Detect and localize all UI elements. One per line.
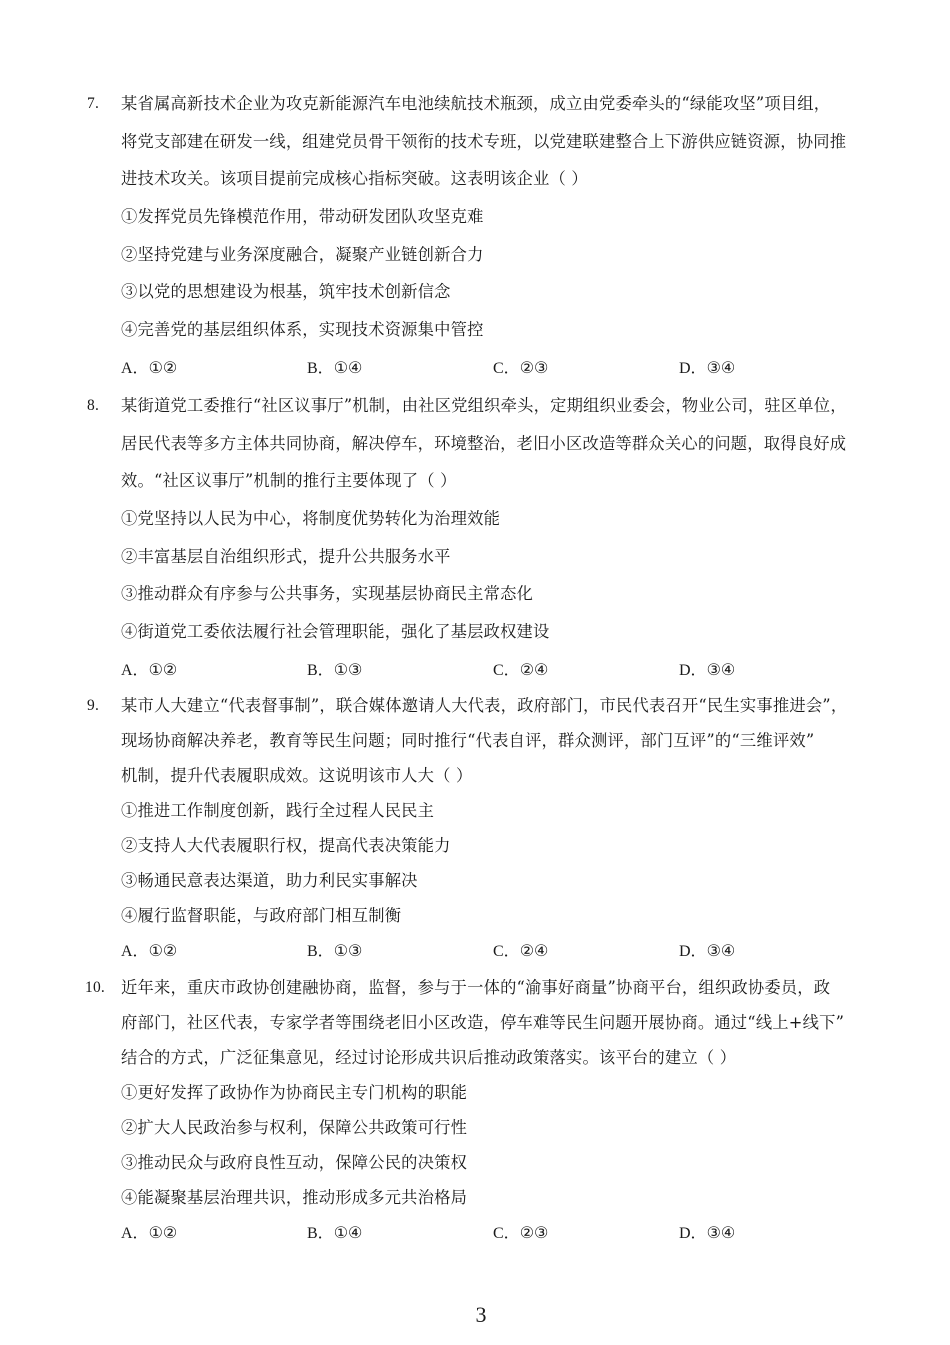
- option-a: [121, 349, 177, 388]
- question-number: 10.: [85, 979, 105, 996]
- statement-4: [87, 1180, 877, 1215]
- option-value: ②④: [519, 659, 549, 679]
- statement-text: ④履行监督职能，与政府部门相互制衡: [121, 906, 402, 925]
- question-stem-line: [87, 425, 877, 463]
- statement-2: [87, 828, 877, 863]
- option-letter: B．: [307, 359, 334, 377]
- option-c: [493, 933, 548, 969]
- stem-text: 结合的方式，广泛征集意见，经过讨论形成共识后推动政策落实。该平台的建立（ ）: [121, 1048, 737, 1067]
- statement-3: [87, 273, 877, 311]
- stem-text: 居民代表等多方主体共同协商，解决停车，环境整治，老旧小区改造等群众关心的问题，取得良好成: [121, 433, 847, 453]
- statement-text: ①党坚持以人民为中心，将制度优势转化为治理效能: [121, 509, 501, 529]
- option-value: ①③: [333, 659, 363, 679]
- option-a: [121, 651, 177, 690]
- statement-3: [87, 1145, 877, 1180]
- question-stem-line: [87, 462, 877, 500]
- option-value: ①②: [148, 1223, 178, 1242]
- question-10: [87, 970, 877, 1250]
- statement-4: [87, 311, 877, 349]
- statement-text: ③推动民众与政府良性互动，保障公民的决策权: [121, 1153, 468, 1172]
- option-value: ③④: [706, 659, 736, 679]
- option-c: [493, 651, 548, 690]
- question-stem-line: [87, 85, 877, 123]
- stem-text: 某市人大建立“代表督事制”，联合媒体邀请人大代表，政府部门，市民代表召开“民生实事推进会”，: [121, 696, 848, 715]
- question-number: 7.: [87, 95, 100, 112]
- statement-text: ②丰富基层自治组织形式，提升公共服务水平: [121, 546, 451, 566]
- option-value: ②③: [519, 1223, 549, 1242]
- stem-text: 某省属高新技术企业为攻克新能源汽车电池续航技术瓶颈，成立由党委牵头的“绿能攻坚”项目组，: [121, 94, 831, 113]
- option-value: ①④: [333, 1223, 363, 1242]
- statement-4: [87, 898, 877, 933]
- statement-text: ④能凝聚基层治理共识，推动形成多元共治格局: [121, 1188, 468, 1207]
- option-d: [679, 933, 735, 969]
- statement-text: ②扩大人民政治参与权利，保障公共政策可行性: [121, 1118, 468, 1137]
- statement-text: ②坚持党建与业务深度融合，凝聚产业链创新合力: [121, 244, 484, 264]
- statement-text: ③推动群众有序参与公共事务，实现基层协商民主常态化: [121, 584, 534, 604]
- option-letter: D．: [679, 359, 707, 377]
- option-value: ①③: [333, 941, 363, 960]
- option-letter: B．: [307, 661, 334, 679]
- option-value: ③④: [706, 357, 736, 377]
- stem-text: 进技术攻关。该项目提前完成核心指标突破。这表明该企业（ ）: [121, 169, 588, 189]
- option-letter: B．: [307, 943, 334, 960]
- question-9: [87, 688, 877, 968]
- question-stem-line: [87, 723, 877, 758]
- option-letter: C．: [493, 359, 520, 377]
- answer-options: [87, 651, 877, 689]
- option-a: [121, 933, 177, 969]
- question-stem-line: [87, 123, 877, 161]
- question-stem-line: [87, 758, 877, 793]
- option-d: [679, 1215, 735, 1251]
- question-stem-line: [87, 160, 877, 198]
- statement-2: [87, 236, 877, 274]
- statement-4: [87, 613, 877, 651]
- option-value: ③④: [706, 1223, 736, 1242]
- question-stem-line: [87, 1005, 877, 1040]
- statement-1: [87, 1075, 877, 1110]
- option-a: [121, 1215, 177, 1251]
- option-letter: B．: [307, 1225, 334, 1242]
- statement-text: ③畅通民意表达渠道，助力利民实事解决: [121, 871, 418, 890]
- option-value: ①④: [333, 357, 363, 377]
- stem-text: 将党支部建在研发一线，组建党员骨干领衔的技术专班，以党建联建整合上下游供应链资源，协同推: [121, 131, 847, 151]
- answer-options: [87, 933, 877, 968]
- option-value: ③④: [706, 941, 736, 960]
- question-stem-line: [87, 970, 877, 1005]
- option-letter: A．: [121, 359, 149, 377]
- stem-text: 机制，提升代表履职成效。这说明该市人大（ ）: [121, 766, 473, 785]
- question-stem-line: [87, 1040, 877, 1075]
- statement-3: [87, 575, 877, 613]
- stem-text: 某街道党工委推行“社区议事厅”机制，由社区党组织牵头，定期组织业委会，物业公司，驻区单位，: [121, 396, 847, 415]
- statement-text: ②支持人大代表履职行权，提高代表决策能力: [121, 836, 451, 855]
- question-stem-line: [87, 387, 877, 425]
- answer-options: [87, 349, 877, 387]
- option-b: [307, 651, 362, 690]
- question-8: [87, 387, 877, 689]
- option-value: ①②: [148, 941, 178, 960]
- option-letter: D．: [679, 661, 707, 679]
- option-letter: A．: [121, 661, 149, 679]
- statement-1: [87, 500, 877, 538]
- statement-2: [87, 538, 877, 576]
- stem-text: 现场协商解决养老，教育等民生问题；同时推行“代表自评，群众测评，部门互评”的“三维评效”: [121, 731, 815, 750]
- statement-3: [87, 863, 877, 898]
- statement-text: ④街道党工委依法履行社会管理职能，强化了基层政权建设: [121, 622, 550, 642]
- option-value: ①②: [148, 659, 178, 679]
- statement-2: [87, 1110, 877, 1145]
- option-letter: C．: [493, 1225, 520, 1242]
- option-value: ②④: [519, 941, 549, 960]
- question-stem-line: [87, 688, 877, 723]
- option-letter: A．: [121, 1225, 149, 1242]
- option-d: [679, 349, 735, 388]
- answer-options: [87, 1215, 877, 1250]
- option-value: ①②: [148, 357, 178, 377]
- statement-1: [87, 198, 877, 236]
- option-b: [307, 349, 362, 388]
- statement-1: [87, 793, 877, 828]
- option-letter: C．: [493, 943, 520, 960]
- option-letter: D．: [679, 943, 707, 960]
- stem-text: 效。“社区议事厅”机制的推行主要体现了（ ）: [121, 471, 457, 491]
- statement-text: ①发挥党员先锋模范作用，带动研发团队攻坚克难: [121, 207, 484, 227]
- option-letter: C．: [493, 661, 520, 679]
- option-d: [679, 651, 735, 690]
- question-number: 9.: [87, 697, 100, 714]
- page-number: 3: [475, 1302, 487, 1327]
- statement-text: ①更好发挥了政协作为协商民主专门机构的职能: [121, 1083, 468, 1102]
- option-c: [493, 1215, 548, 1251]
- option-letter: D．: [679, 1225, 707, 1242]
- stem-text: 府部门，社区代表，专家学者等围绕老旧小区改造，停车难等民生问题开展协商。通过“线上+线下”: [121, 1013, 845, 1032]
- statement-text: ①推进工作制度创新，践行全过程人民民主: [121, 801, 435, 820]
- option-c: [493, 349, 548, 388]
- option-b: [307, 1215, 362, 1251]
- stem-text: 近年来，重庆市政协创建融协商，监督，参与于一体的“渝事好商量”协商平台，组织政协委员，政: [121, 978, 831, 997]
- question-7: [87, 85, 877, 387]
- statement-text: ④完善党的基层组织体系，实现技术资源集中管控: [121, 320, 484, 340]
- option-value: ②③: [519, 357, 549, 377]
- statement-text: ③以党的思想建设为根基，筑牢技术创新信念: [121, 282, 451, 302]
- option-b: [307, 933, 362, 969]
- option-letter: A．: [121, 943, 149, 960]
- question-number: 8.: [87, 397, 100, 414]
